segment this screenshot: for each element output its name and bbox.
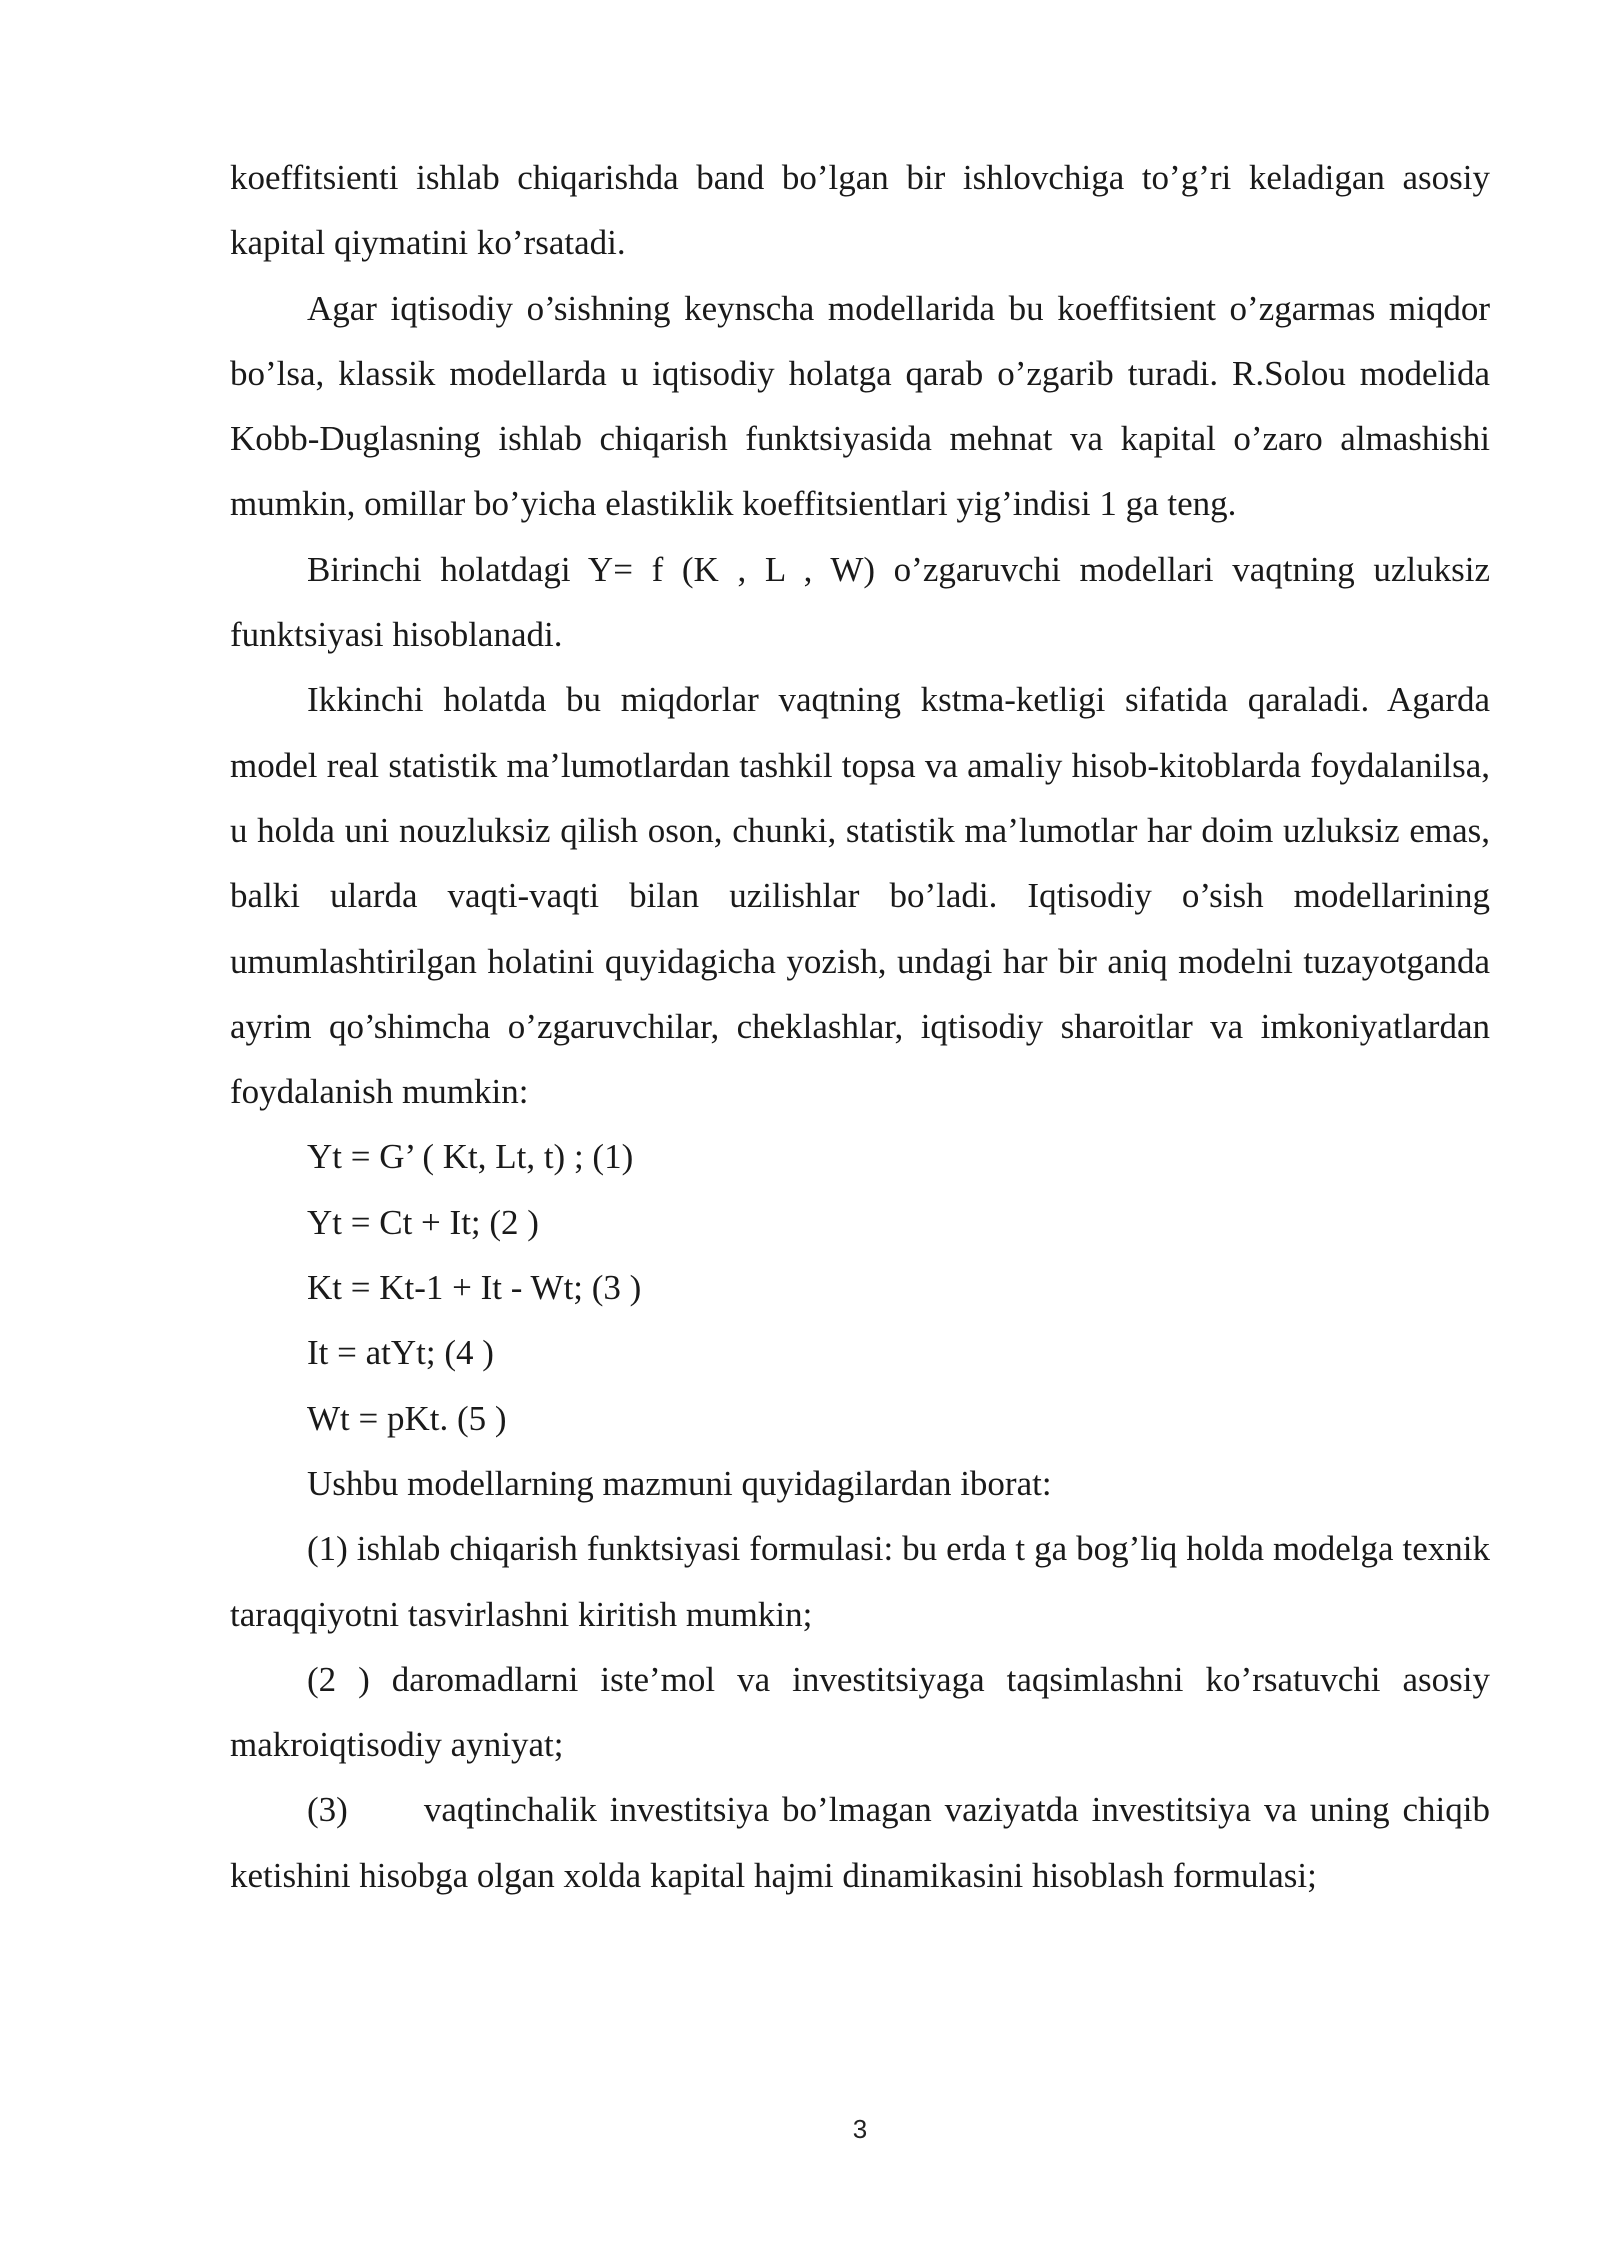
paragraph-1: koeffitsienti ishlab chiqarishda band bo’lgan bir ishlovchiga to’g’ri keladigan asosiy kapital qiymatini ko’rsatadi. xyxy=(230,158,1490,263)
paragraph-6: (1) ishlab chiqarish funktsiyasi formulasi: bu erda t ga bog’liq holda modelga texnik taraqqiyotni tasvirlashni kiritish mumkin; xyxy=(230,1529,1490,1634)
page-number: 3 xyxy=(852,2114,868,2144)
equation-4: It = atYt; (4 ) xyxy=(307,1333,494,1373)
paragraph-3: Birinchi holatdagi Y= f (K , L , W) o’zgaruvchi modellari vaqtning uzluksiz funktsiyasi hisoblanadi. xyxy=(230,549,1490,655)
equation-1: Yt = G’ ( Kt, Lt, t) ; (1) xyxy=(307,1137,634,1177)
paragraph-8-marker: (3) xyxy=(307,1790,348,1830)
equation-5: Wt = pKt. (5 ) xyxy=(307,1398,507,1438)
paragraph-7: (2 ) daromadlarni iste’mol va investitsiyaga taqsimlashni ko’rsatuvchi asosiy makroiqtisodiy ayniyat; xyxy=(230,1659,1490,1765)
paragraph-2: Agar iqtisodiy o’sishning keynscha modellarida bu koeffitsient o’zgarmas miqdor bo’lsa, klassik modellarda u iqtisodiy holatga qarab o’zgarib turadi. R.Solou modelida Kobb-Duglasning ishlab chiqarish funktsiyasida mehnat va kapital o’zaro almashishi mumkin, omillar bo’yicha elastiklik koeffitsientlari yig’indisi 1 ga teng. xyxy=(230,288,1490,524)
paragraph-5: Ushbu modellarning mazmuni quyidagilardan iborat: xyxy=(307,1463,1052,1503)
paragraph-8 xyxy=(230,1777,1490,1908)
paragraph-8-text: vaqtinchalik investitsiya bo’lmagan vaziyatda investitsiya va uning chiqib ketishini hisobga olgan xolda kapital hajmi dinamikasini hisoblash formulasi; xyxy=(230,1790,1490,1895)
equation-2: Yt = Ct + It; (2 ) xyxy=(307,1202,539,1242)
equation-list xyxy=(230,1124,1490,1450)
document-body xyxy=(230,145,1490,1908)
paragraph-4: Ikkinchi holatda bu miqdorlar vaqtning kstma-ketligi sifatida qaraladi. Agarda model real statistik ma’lumotlardan tashkil topsa va amaliy hisob-kitoblarda foydalanilsa, u holda uni nouzluksiz qilish oson, chunki, statistik ma’lumotlar har doim uzluksiz emas, balki ularda vaqti-vaqti bilan uzilishlar bo’ladi. Iqtisodiy o’sish modellarining umumlashtirilgan holatini quyidagicha yozish, undagi har bir aniq modelni tuzayotganda ayrim qo’shimcha o’zgaruvchilar, cheklashlar, iqtisodiy sharoitlar va imkoniyatlardan foydalanish mumkin: xyxy=(230,680,1490,1112)
equation-3: Kt = Kt-1 + It - Wt; (3 ) xyxy=(307,1268,642,1308)
